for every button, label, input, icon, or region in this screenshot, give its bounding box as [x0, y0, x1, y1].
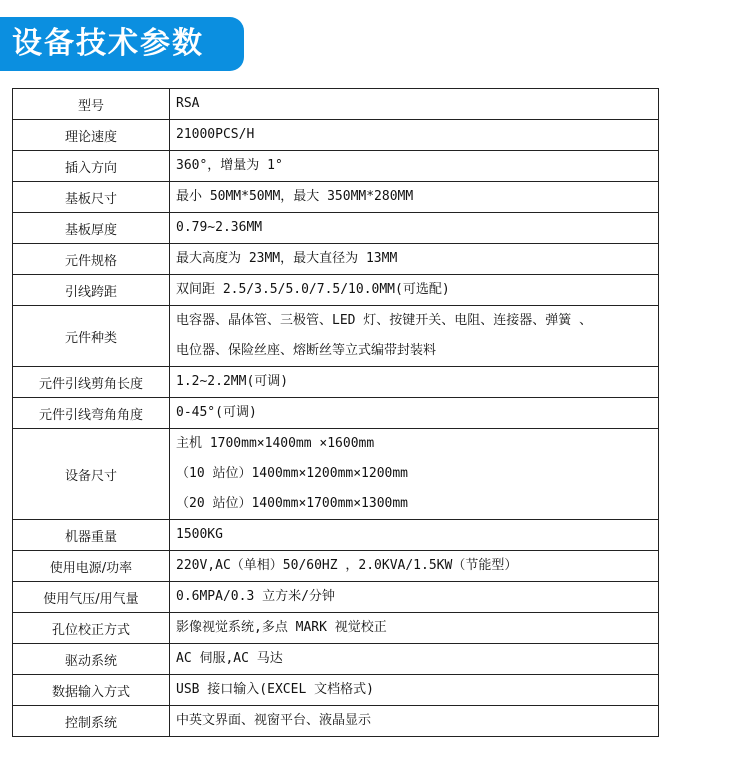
row-value: [170, 244, 659, 275]
row-label: 引线跨距: [13, 275, 170, 306]
row-label: 型号: [13, 89, 170, 120]
value-line: 0.79~2.36MM: [176, 220, 263, 235]
value-line: 双间距 2.5/3.5/5.0/7.5/10.0MM(可选配): [176, 282, 450, 297]
row-label: 孔位校正方式: [13, 613, 170, 644]
table-row: [13, 151, 659, 182]
table-row: [13, 644, 659, 675]
table-row: [13, 582, 659, 613]
value-line: 最小 50MM*50MM，最大 350MM*280MM: [176, 189, 414, 204]
table-row: [13, 306, 659, 367]
row-label: 基板厚度: [13, 213, 170, 244]
table-row: [13, 244, 659, 275]
value-line: （10 站位）1400mm×1200mm×1200mm: [176, 466, 409, 481]
table-row: [13, 182, 659, 213]
row-value: [170, 398, 659, 429]
table-row: [13, 613, 659, 644]
row-value: [170, 306, 659, 367]
row-label: 插入方向: [13, 151, 170, 182]
value-line: 21000PCS/H: [176, 127, 255, 142]
table-row: [13, 706, 659, 737]
table-row: [13, 520, 659, 551]
table-row: [13, 398, 659, 429]
row-value: [170, 275, 659, 306]
row-value: [170, 429, 659, 520]
row-label: 控制系统: [13, 706, 170, 737]
value-line: 1500KG: [176, 527, 223, 542]
row-value: [170, 551, 659, 582]
row-value: [170, 675, 659, 706]
row-value: [170, 613, 659, 644]
value-line: 主机 1700mm×1400mm ×1600mm: [176, 436, 375, 451]
value-line: AC 伺服,AC 马达: [176, 651, 283, 666]
table-row: [13, 367, 659, 398]
table-row: [13, 213, 659, 244]
row-label: 理论速度: [13, 120, 170, 151]
value-line: RSA: [176, 96, 200, 111]
row-label: 机器重量: [13, 520, 170, 551]
value-line: 影像视觉系统,多点 MARK 视觉校正: [176, 620, 387, 635]
row-value: [170, 582, 659, 613]
table-row: [13, 89, 659, 120]
value-line: 1.2~2.2MM(可调): [176, 374, 289, 389]
value-line: 中英文界面、视窗平台、液晶显示: [176, 713, 372, 728]
row-value: [170, 151, 659, 182]
row-label: 元件引线弯角角度: [13, 398, 170, 429]
value-line: 360°，增量为 1°: [176, 158, 283, 173]
value-line: 220V,AC（单相）50/60HZ ，2.0KVA/1.5KW（节能型）: [176, 558, 518, 573]
value-line: 0-45°(可调): [176, 405, 257, 420]
row-label: 使用气压/用气量: [13, 582, 170, 613]
row-value: [170, 367, 659, 398]
row-value: [170, 120, 659, 151]
page-title: 设备技术参数: [0, 17, 244, 71]
row-value: [170, 520, 659, 551]
row-value: [170, 213, 659, 244]
row-label: 元件种类: [13, 306, 170, 367]
value-line: （20 站位）1400mm×1700mm×1300mm: [176, 496, 409, 511]
row-label: 设备尺寸: [13, 429, 170, 520]
table-row: [13, 429, 659, 520]
table-row: [13, 675, 659, 706]
value-line: 0.6MPA/0.3 立方米/分钟: [176, 589, 335, 604]
row-value: [170, 644, 659, 675]
row-label: 数据输入方式: [13, 675, 170, 706]
row-label: 驱动系统: [13, 644, 170, 675]
row-label: 基板尺寸: [13, 182, 170, 213]
row-label: 元件引线剪角长度: [13, 367, 170, 398]
row-label: 元件规格: [13, 244, 170, 275]
row-value: [170, 706, 659, 737]
table-row: [13, 120, 659, 151]
table-row: [13, 275, 659, 306]
value-line: 电容器、晶体管、三极管、LED 灯、按键开关、电阻、连接器、弹簧 、: [176, 313, 593, 328]
spec-table: [12, 88, 659, 737]
row-value: [170, 182, 659, 213]
table-row: [13, 551, 659, 582]
row-value: [170, 89, 659, 120]
row-label: 使用电源/功率: [13, 551, 170, 582]
value-line: 最大高度为 23MM，最大直径为 13MM: [176, 251, 398, 266]
value-line: USB 接口输入(EXCEL 文档格式): [176, 682, 374, 697]
value-line: 电位器、保险丝座、熔断丝等立式编带封装料: [176, 343, 437, 358]
